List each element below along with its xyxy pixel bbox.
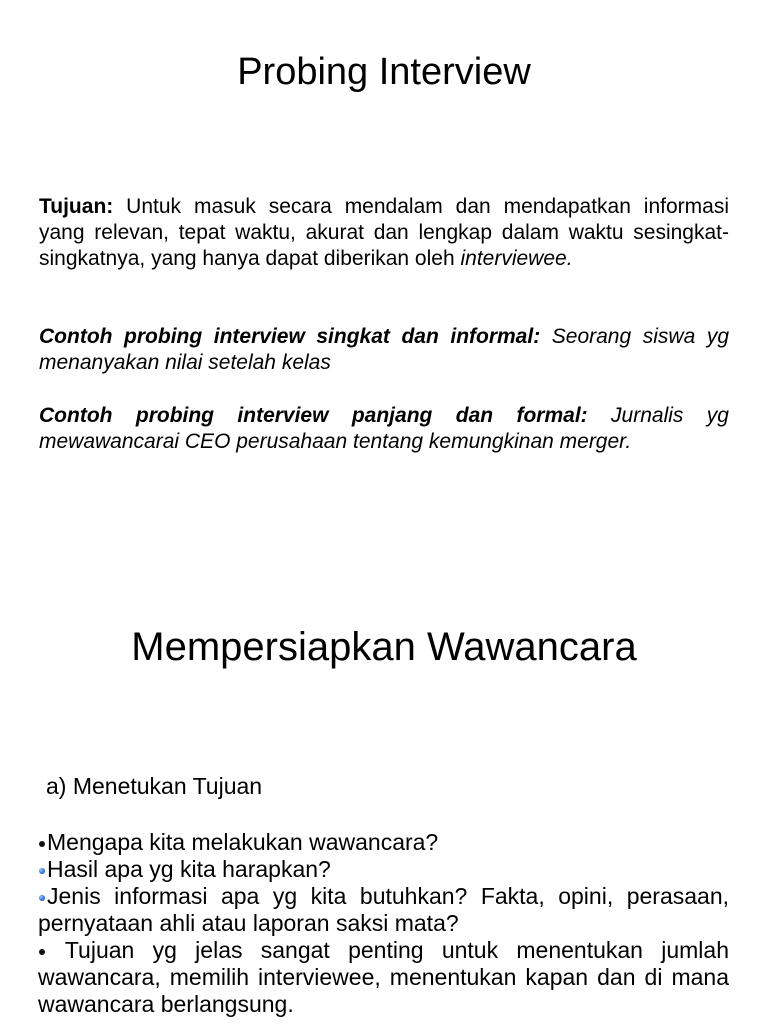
purpose-paragraph (39, 194, 729, 272)
list-item-text: Mengapa kita melakukan wawancara? (47, 829, 439, 855)
list-item (38, 829, 729, 856)
formal-example-paragraph (39, 403, 729, 455)
informal-example-text: Seorang siswa yg menanyakan nilai setelah kelas (39, 325, 730, 374)
list-item-text: Jenis informasi apa yg kita butuhkan? Fakta, opini, perasaan, pernyataan ahli atau laporan saksi mata? (38, 883, 729, 936)
bullet-dot-icon (39, 841, 45, 847)
list-item-text: Hasil apa yg kita harapkan? (47, 856, 331, 882)
bullet-dot-icon (39, 895, 45, 901)
slide-preparing-interview (0, 512, 768, 1024)
formal-example-label: Contoh probing interview panjang dan formal: (39, 404, 588, 427)
purpose-text: Untuk masuk secara mendalam dan mendapatkan informasi yang relevan, tepat waktu, akurat dan lengkap dalam waktu sesingkat-singkatnya, yang hanya dapat diberikan oleh (39, 195, 729, 270)
formal-example-text: Jurnalis yg mewawancarai CEO perusahaan tentang kemungkinan merger. (39, 404, 729, 453)
section-subheading: a) Menetukan Tujuan (46, 773, 263, 799)
informal-example-label: Contoh probing interview singkat dan informal: (39, 325, 541, 348)
slide-title: Probing Interview (237, 51, 531, 93)
list-item (38, 883, 729, 937)
list-item (38, 856, 729, 883)
bullet-list (38, 829, 729, 1018)
list-item (38, 937, 729, 1018)
informal-example-paragraph (39, 324, 729, 376)
purpose-emphasis: interviewee. (460, 247, 573, 270)
slide-title: Mempersiapkan Wawancara (131, 625, 637, 669)
bullet-dot-icon (39, 868, 45, 874)
bullet-dot-icon (39, 949, 45, 955)
purpose-label: Tujuan: (39, 195, 114, 218)
list-item-text: Tujuan yg jelas sangat penting untuk menentukan jumlah wawancara, memilih interviewee, menentukan kapan dan di mana wawancara berlangsung. (38, 937, 729, 1017)
